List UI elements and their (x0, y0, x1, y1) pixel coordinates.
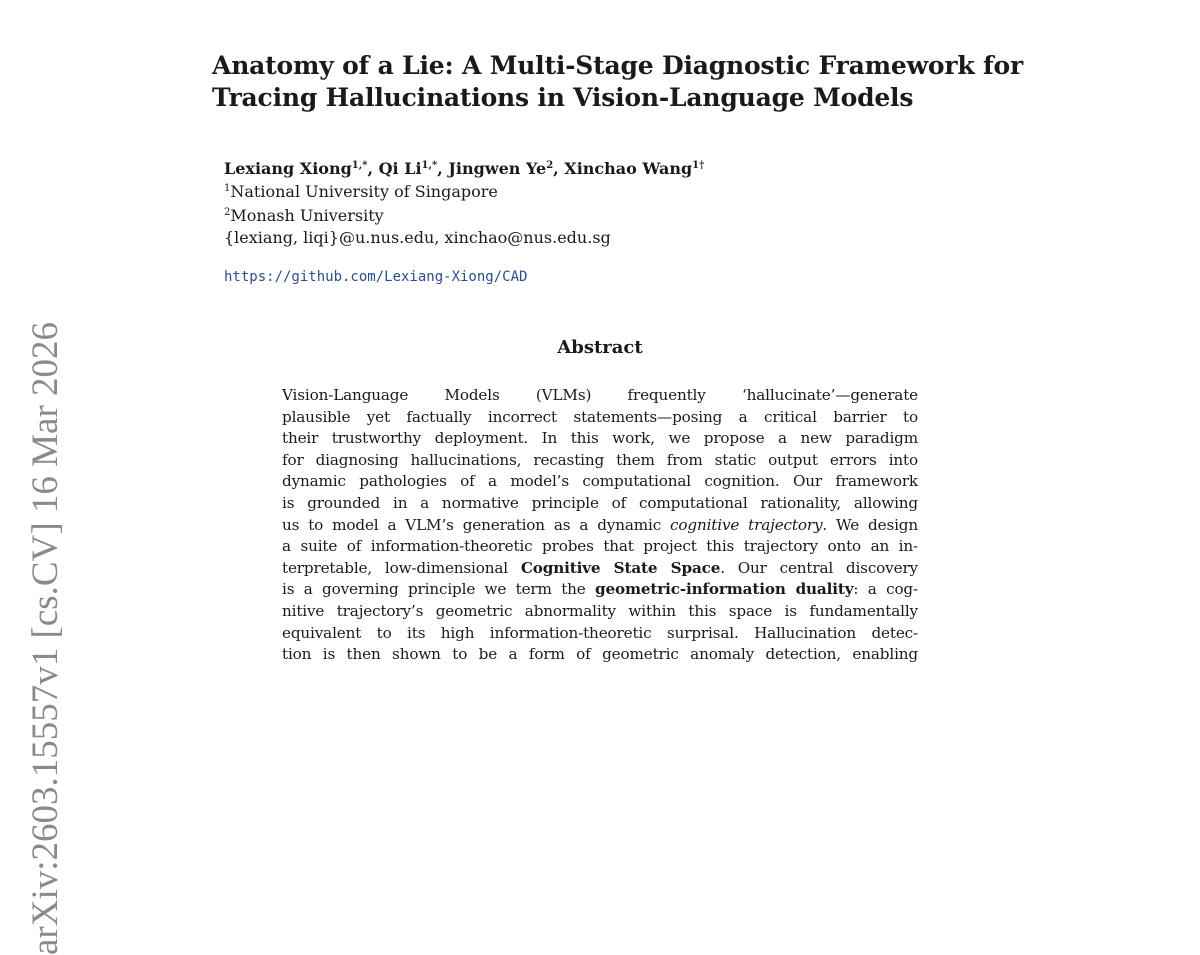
affiliation-mark: 2 (224, 207, 231, 218)
affiliation (224, 205, 384, 227)
code-link[interactable]: https://github.com/Lexiang-Xiong/CAD (224, 269, 528, 285)
affiliation (224, 181, 498, 203)
author-name: Jingwen Ye (448, 159, 547, 178)
abstract-strong: geometric-information duality (595, 580, 854, 599)
abstract-line (282, 515, 918, 537)
abstract-line: equivalent to its high information-theoretic surprisal. Hallucination detec- (282, 623, 918, 642)
paper-title-line-2: Tracing Hallucinations in Vision-Language Models (212, 83, 914, 112)
abstract-body (282, 385, 918, 666)
author-name: Xinchao Wang (564, 159, 693, 178)
author-marks: 1,* (351, 160, 368, 171)
affiliation-name: Monash University (230, 206, 384, 225)
abstract-text: terpretable, low-dimensional (282, 558, 521, 577)
abstract-text: us to model a VLM’s generation as a dynamic (282, 515, 671, 534)
abstract-strong: Cognitive State Space (520, 558, 721, 577)
paper-title (212, 50, 1112, 114)
author-marks: 1,* (421, 160, 438, 171)
abstract-line: nitive trajectory’s geometric abnormality within this space is fundamentally (282, 601, 918, 620)
author-list: Lexiang Xiong$^{1,*}$, Qi $Li^{1,*}$, Jingwen Ye$^2$, Xinchao Wang$^{1\dagger}$ (224, 159, 705, 178)
abstract-text: : a cog- (853, 580, 918, 599)
abstract-line: dynamic pathologies of a model’s computational cognition. Our framework (282, 472, 918, 491)
abstract-emphasis: cognitive trajectory (670, 515, 823, 534)
abstract-line: is grounded in a normative principle of computational rationality, allowing (282, 493, 918, 512)
abstract-line: tion is then shown to be a form of geometric anomaly detection, enabling (282, 645, 918, 664)
abstract-line (282, 579, 918, 601)
paper-title-line-1: Anatomy of a Lie: A Multi-Stage Diagnostic Framework for (212, 51, 1023, 80)
author-emails: {lexiang, liqi}@u.nus.edu, xinchao@nus.edu.sg (224, 228, 611, 247)
abstract-line: for diagnosing hallucinations, recasting them from static output errors into (282, 450, 918, 469)
abstract-text: . Our central discovery (720, 558, 918, 577)
abstract-line: plausible yet factually incorrect statements—posing a critical barrier to (282, 407, 918, 426)
author-marks: 2 (546, 160, 554, 171)
abstract-line: their trustworthy deployment. In this work, we propose a new paradigm (282, 429, 918, 448)
arxiv-stamp-text: arXiv:2603.15557v1 [cs.CV] 16 Mar 2026 (25, 321, 66, 955)
author-name: Lexiang Xiong (224, 159, 352, 178)
abstract-line: a suite of information-theoretic probes that project this trajectory onto an in- (282, 537, 918, 556)
affiliation-name: National University of Singapore (230, 182, 498, 201)
arxiv-identifier-stamp (22, 321, 70, 955)
abstract-line (282, 558, 918, 580)
abstract-line: Vision-Language Models (VLMs) frequently ‘hallucinate’—generate (282, 386, 918, 404)
abstract-text: . We design (822, 515, 918, 534)
abstract-heading: Abstract (557, 337, 643, 358)
abstract-text: is a governing principle we term the (282, 580, 596, 599)
author-name: Qi Li (378, 159, 422, 178)
affiliation-mark: 1 (224, 183, 231, 194)
author-marks: 1† (692, 160, 705, 171)
